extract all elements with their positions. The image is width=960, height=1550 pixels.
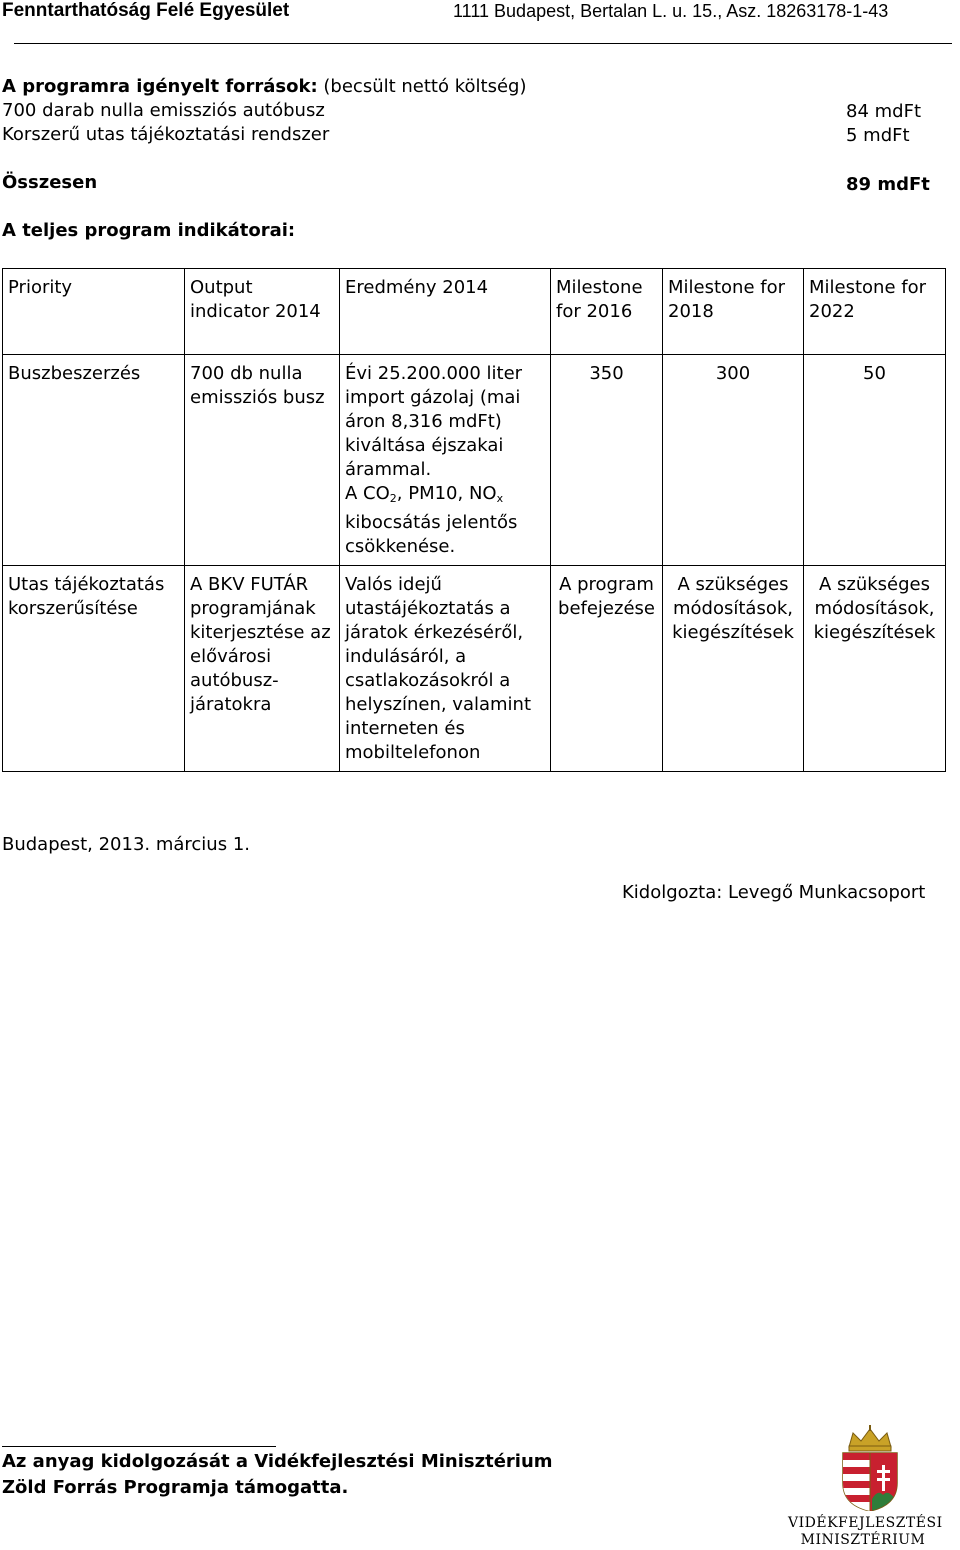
- resource-value-buses: 84 mdFt: [846, 101, 921, 122]
- footnote-rule: [2, 1446, 276, 1447]
- resource-value-info-system: 5 mdFt: [846, 125, 910, 146]
- header-milestone-2022: Milestone for 2022: [804, 269, 946, 355]
- resources-total-label: Összesen: [2, 172, 98, 193]
- header-rule: [14, 43, 952, 44]
- cell-milestone-2022: 50: [804, 355, 946, 566]
- ministry-logo: [835, 1425, 905, 1516]
- ministry-name: VIDÉKFEJLESZTÉSI MINISZTÉRIUM: [788, 1515, 943, 1548]
- cell-priority: Utas tájékoztatás korszerűsítése: [3, 566, 185, 772]
- resources-title: A programra igényelt források: (becsült nettó költség): [2, 76, 527, 97]
- support-line-1: Az anyag kidolgozását a Vidékfejlesztési Minisztérium: [2, 1451, 553, 1472]
- cell-priority: Buszbeszerzés: [3, 355, 185, 566]
- organization-name: Fenntarthatóság Felé Egyesület: [2, 0, 290, 21]
- resources-total-value: 89 mdFt: [846, 174, 930, 195]
- cell-result: Évi 25.200.000 liter import gázolaj (mai áron 8,316 mdFt) kiváltása éjszakai árammal. A $CO_2$, PM10, $NO_x$ kibocsátás jelentős csökkenése.: [340, 355, 551, 566]
- table-header-row: [3, 269, 946, 355]
- hungarian-crest-icon: [835, 1425, 905, 1511]
- cell-output: A BKV FUTÁR programjának kiterjesztése az elővárosi autóbusz-járatokra: [185, 566, 340, 772]
- organization-address: 1111 Budapest, Bertalan L. u. 15., Asz. 18263178-1-43: [453, 1, 889, 21]
- header-milestone-2016: Milestone for 2016: [551, 269, 663, 355]
- date-place: Budapest, 2013. március 1.: [2, 834, 250, 855]
- cell-output: 700 db nulla emissziós busz: [185, 355, 340, 566]
- cell-milestone-2016: 350: [551, 355, 663, 566]
- header-result: Eredmény 2014: [340, 269, 551, 355]
- cell-milestone-2018: 300: [663, 355, 804, 566]
- indicator-table: [2, 268, 946, 772]
- cell-milestone-2016: A program befejezése: [551, 566, 663, 772]
- cell-milestone-2018: A szükséges módosítások, kiegészítések: [663, 566, 804, 772]
- cell-milestone-2022: A szükséges módosítások, kiegészítések: [804, 566, 946, 772]
- header-output-indicator: Output indicator 2014: [185, 269, 340, 355]
- author-credit: Kidolgozta: Levegő Munkacsoport: [622, 882, 926, 903]
- indicators-title: A teljes program indikátorai:: [2, 220, 296, 241]
- support-line-2: Zöld Forrás Programja támogatta.: [2, 1477, 349, 1498]
- resource-label-buses: 700 darab nulla emissziós autóbusz: [2, 100, 325, 121]
- table-row: [3, 355, 946, 566]
- table-row: [3, 566, 946, 772]
- header-milestone-2018: Milestone for 2018: [663, 269, 804, 355]
- header-priority: Priority: [3, 269, 185, 355]
- resource-label-info-system: Korszerű utas tájékoztatási rendszer: [2, 124, 330, 145]
- cell-result: Valós idejű utastájékoztatás a járatok érkezéséről, indulásáról, a csatlakozásokról a helyszínen, valamint interneten és mobiltelefonon: [340, 566, 551, 772]
